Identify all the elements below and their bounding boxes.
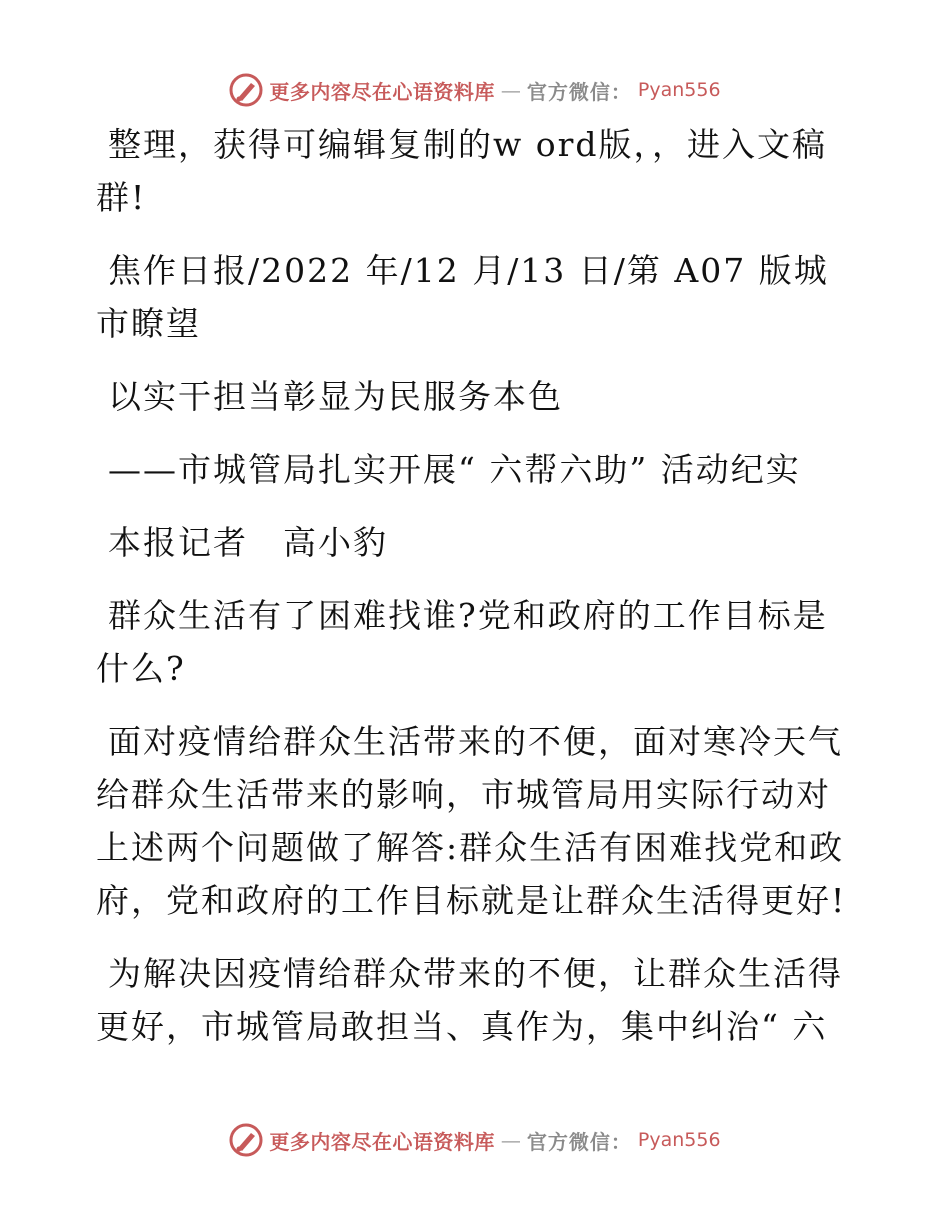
- watermark-separator: —: [500, 78, 521, 102]
- watermark-id: Pyan556: [637, 1129, 721, 1151]
- pen-logo-icon: [229, 1123, 263, 1157]
- header-watermark: [0, 70, 950, 110]
- footer-watermark: [0, 1120, 950, 1160]
- byline: 本报记者 高小豹: [108, 523, 388, 562]
- watermark-id: Pyan556: [637, 79, 721, 101]
- watermark-label: 官方微信：: [526, 79, 632, 104]
- document-body: [96, 118, 856, 1073]
- body-paragraph: 为解决因疫情给群众带来的不便，让群众生活得更好，市城管局敢担当、真作为，集中纠治“ 六: [96, 954, 843, 1046]
- watermark-separator: —: [500, 1128, 521, 1152]
- watermark-label: 官方微信：: [526, 1129, 632, 1154]
- article-subtitle: ——市城管局扎实开展“ 六帮六助” 活动纪实: [108, 450, 801, 489]
- source-line: 焦作日报/2022 年/12 月/13 日/第 A07 版城市瞭望: [96, 251, 829, 343]
- pen-logo-icon: [229, 73, 263, 107]
- intro-paragraph: 整理，获得可编辑复制的w ord版，，进入文稿群!: [96, 125, 828, 217]
- watermark-text: 更多内容尽在心语资料库: [269, 1129, 495, 1154]
- article-title: 以实干担当彰显为民服务本色: [108, 377, 563, 416]
- body-paragraph: 面对疫情给群众生活带来的不便，面对寒冷天气给群众生活带来的影响，市城管局用实际行动对上述两个问题做了解答:群众生活有困难找党和政府，党和政府的工作目标就是让群众生活得更好!: [96, 722, 847, 920]
- body-paragraph: 群众生活有了困难找谁?党和政府的工作目标是什么?: [96, 596, 828, 688]
- watermark-text: 更多内容尽在心语资料库: [269, 79, 495, 104]
